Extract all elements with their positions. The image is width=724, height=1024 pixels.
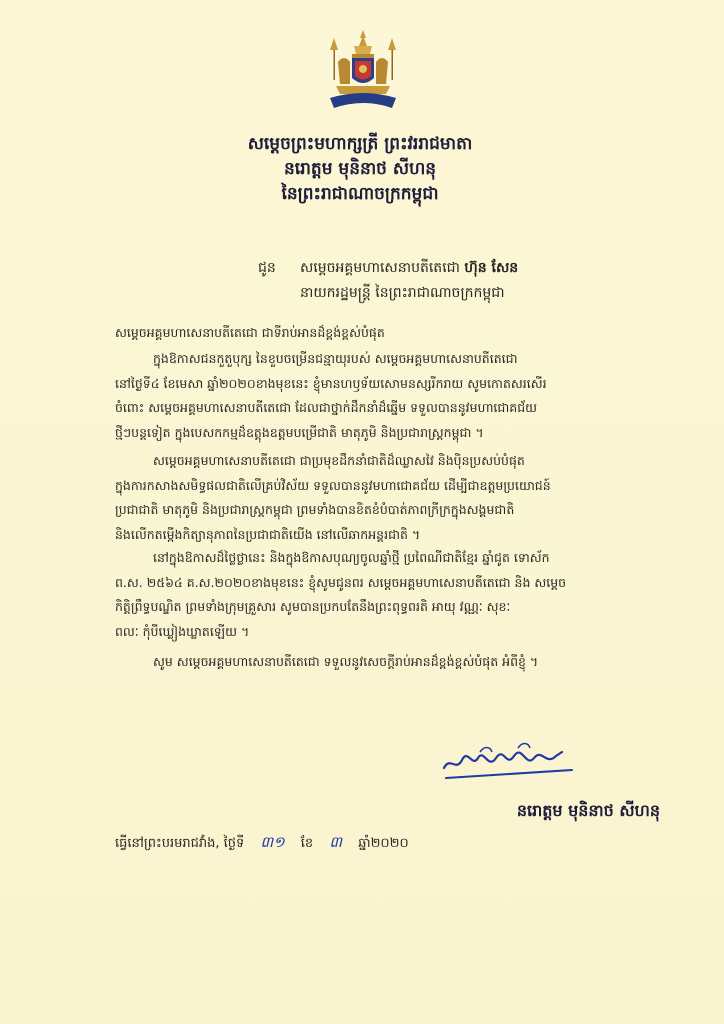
header-title-line-3: នៃព្រះរាជាណាចក្រកម្ពុជា: [281, 184, 439, 204]
addressee-label: ជូន: [258, 260, 276, 276]
date-prefix: ធ្វើនៅព្រះបរមរាជវាំង, ថ្ងៃទី: [115, 836, 245, 851]
addressee-title: នាយករដ្ឋមន្ត្រី នៃព្រះរាជាណាចក្រកម្ពុជា: [300, 285, 505, 301]
addressee-name: ហ៊ុន សែន: [464, 260, 519, 276]
paragraph-3: [115, 546, 670, 644]
royal-emblem-icon: [326, 28, 400, 112]
paragraph-2-line: ប្រជាជាតិ មាតុភូមិ និងប្រជារាស្ត្រកម្ពុជា ព្រមទាំងបានខិតខំបំបាត់ភាពក្រីក្រក្នុងសង្គមជាតិ: [115, 502, 515, 517]
addressee-name-prefix: សម្ដេចអគ្គមហាសេនាបតីតេជោ: [300, 260, 460, 276]
paragraph-1: [115, 347, 670, 445]
closing-paragraph: [115, 650, 670, 675]
closing-text: សូម សម្ដេចអគ្គមហាសេនាបតីតេជោ ទទួលនូវសេចក្ដីរាប់អានដ៏ខ្ពង់ខ្ពស់បំផុត អំពីខ្ញុំ ។: [153, 654, 539, 669]
date-year: ឆ្នាំ២០២០: [358, 836, 409, 851]
paragraph-3-line: ព.ស. ២៥៦៤ គ.ស.២០២០ខាងមុខនេះ ខ្ញុំសូមជូនពរ សម្ដេចអគ្គមហាសេនាបតីតេជោ និង សម្ដេច: [115, 574, 567, 590]
paragraph-2-line: ក្នុងការកសាងសមិទ្ធផលជាតិលើគ្រប់វិស័យ ទទួលបាននូវមហាជោគជ័យ ដើម្បីជាឧត្ដមប្រយោជន៍: [115, 477, 551, 493]
paragraph-2-line: និងលើកតម្កើងកិត្យានុភាពនៃប្រជាជាតិយើង នៅលើឆាកអន្តរជាតិ ។: [115, 526, 421, 542]
paragraph-2-line: សម្ដេចអគ្គមហាសេនាបតីតេជោ ជាប្រមុខដឹកនាំជាតិដ៏ឈ្លាសវៃ និងប៉ិនប្រសប់បំផុត: [153, 453, 525, 468]
paragraph-3-line: នៅក្នុងឱកាសដ៏ថ្លៃថ្លានេះ និងក្នុងឱកាសបុណ្យចូលឆ្នាំថ្មី ប្រពៃណីជាតិខ្មែរ ឆ្នាំជូត ទោស័ក: [153, 550, 550, 565]
paragraph-1-line: ចំពោះ សម្ដេចអគ្គមហាសេនាបតីតេជោ ដែលជាថ្នាក់ដឹកនាំដ៏ឆ្នើម ទទួលបាននូវមហាជោគជ័យ: [115, 400, 538, 415]
header-title-line-2: នរោត្តម មុនិនាថ សីហនុ: [283, 159, 437, 179]
salutation-text: សម្ដេចអគ្គមហាសេនាបតីតេជោ ជាទីរាប់អានដ៏ខ្ពង់ខ្ពស់បំផុត: [115, 325, 385, 340]
date-month: ៣: [329, 833, 343, 851]
handwritten-signature: [440, 738, 580, 786]
paragraph-2: [115, 449, 670, 547]
date-line: [115, 833, 409, 855]
paragraph-3-line: ពលៈ កុំបីឃ្លៀងឃ្លាតឡើយ ។: [115, 623, 250, 639]
addressee-name-line: [300, 258, 518, 279]
paragraph-1-line: នៅថ្ងៃទី៤ ខែមេសា ឆ្នាំ២០២០ខាងមុខនេះ ខ្ញុំមានហឫទ័យសោមនស្សរីករាយ សូមកោតសរសើរ: [115, 375, 547, 391]
date-day: ៣១: [260, 833, 285, 851]
signer-name: នរោត្តម មុនិនាថ សីហនុ: [516, 801, 660, 820]
header-title-line-1: សម្ដេចព្រះមហាក្សត្រី ព្រះវររាជមាតា: [247, 134, 473, 154]
paragraph-1-line: ថ្មីៗបន្តទៀត ក្នុងបេសកកម្មដ៏ឧត្ដុងឧត្ដមបម្រើជាតិ មាតុភូមិ និងប្រជារាស្ត្រកម្ពុជា ។: [115, 424, 484, 440]
salutation: [115, 321, 670, 346]
paragraph-1-line: ក្នុងឱកាសជនកួតួបុក្ស នៃខួបចម្រើនជន្មាយុរបស់ សម្ដេចអគ្គមហាសេនាបតីតេជោ: [153, 351, 518, 366]
date-month-label: ខែ: [300, 836, 314, 851]
paragraph-3-line: កិត្តិព្រឹទ្ធបណ្ឌិត ព្រមទាំងក្រុមគ្រួសារ សូមបានប្រកបតែនឹងព្រះពុទ្ធពរតិ អាយុ វណ្ណៈ សុខៈ: [115, 599, 511, 614]
